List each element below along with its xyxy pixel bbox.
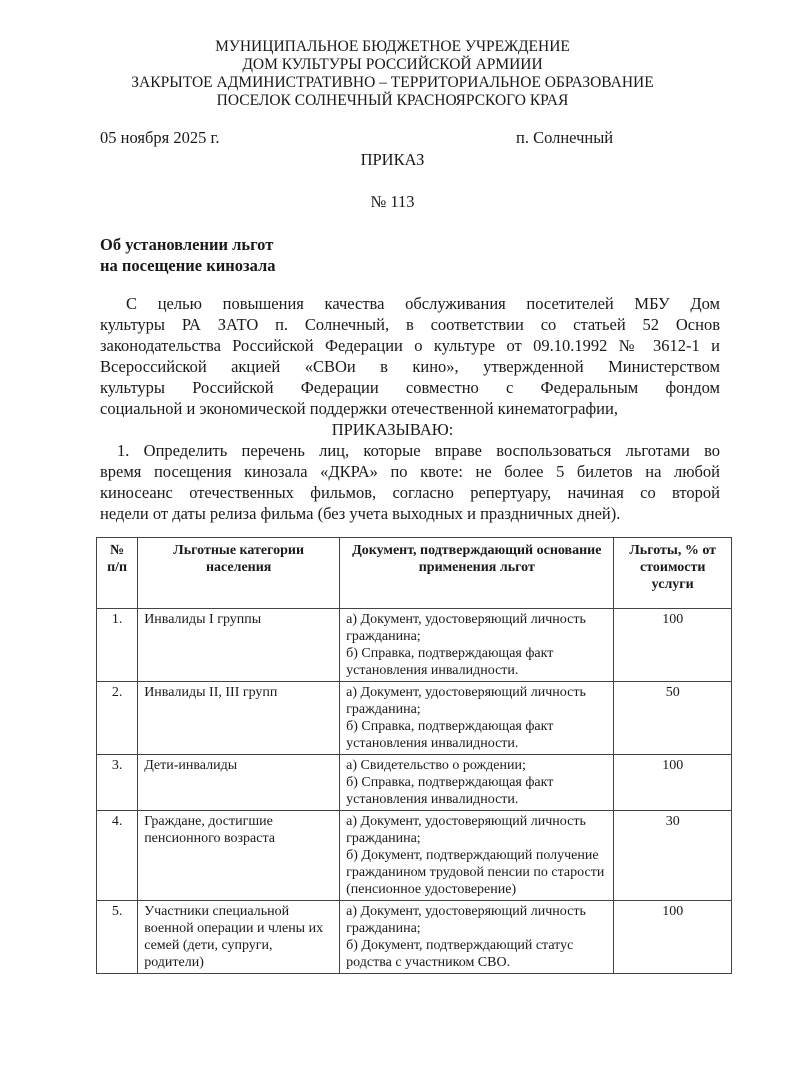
header-document: Документ, подтверждающий основание применения льгот <box>340 538 614 609</box>
row-category: Участники специальной военной операции и члены их семей (дети, супруги, родители) <box>138 901 340 974</box>
preamble-paragraph <box>100 293 720 419</box>
row-percent: 100 <box>614 901 732 974</box>
preamble-line: культуры Российской Федерации совместно с Федеральным фондом <box>100 378 720 397</box>
doc-line: б) Справка, подтверждающая факт установления инвалидности. <box>346 646 554 678</box>
table-row <box>97 682 732 755</box>
header-num: № п/п <box>97 538 138 609</box>
header-category: Льготные категории населения <box>138 538 340 609</box>
order-number: № 113 <box>370 192 415 211</box>
row-documents <box>340 811 614 901</box>
table-row <box>97 755 732 811</box>
row-percent: 30 <box>614 811 732 901</box>
item-line: киносеанс отечественных фильмов, согласно репертуару, начиная со второй <box>100 483 720 502</box>
row-documents <box>340 609 614 682</box>
table-row <box>97 609 732 682</box>
doc-line: а) Свидетельство о рождении; <box>346 758 526 773</box>
subject-line: на посещение кинозала <box>100 256 276 275</box>
decree-heading: ПРИКАЗЫВАЮ: <box>331 420 454 439</box>
document-place: п. Солнечный <box>516 128 614 147</box>
row-num: 1. <box>97 609 138 682</box>
header-line: МУНИЦИПАЛЬНОЕ БЮДЖЕТНОЕ УЧРЕЖДЕНИЕ <box>215 38 570 55</box>
row-documents <box>340 755 614 811</box>
row-percent: 100 <box>614 609 732 682</box>
preamble-line: Всероссийской акцией «СВОи в кино», утвержденной Министерством <box>100 357 720 376</box>
doc-line: б) Документ, подтверждающий статус родства с участником СВО. <box>346 938 574 970</box>
row-category: Инвалиды II, III групп <box>138 682 340 755</box>
doc-line: б) Документ, подтверждающий получение гражданином трудовой пенсии по старости (пенсионное удостоверение) <box>346 848 605 897</box>
row-percent: 100 <box>614 755 732 811</box>
header-percent: Льготы, % от стоимости услуги <box>614 538 732 609</box>
document-date: 05 ноября 2025 г. <box>100 128 220 147</box>
item-line: время посещения кинозала «ДКРА» по квоте: не более 5 билетов на любой <box>100 462 720 481</box>
order-subject <box>100 234 276 276</box>
benefits-table <box>96 537 732 974</box>
item-line: 1. Определить перечень лиц, которые вправе воспользоваться льготами во <box>117 441 720 460</box>
preamble-line: культуры РА ЗАТО п. Солнечный, в соответствии со статьей 52 Основ <box>100 315 720 334</box>
row-num: 5. <box>97 901 138 974</box>
preamble-line: С целью повышения качества обслуживания посетителей МБУ Дом <box>126 294 720 313</box>
preamble-line: социальной и экономической поддержки отечественной кинематографии, <box>100 399 618 418</box>
doc-line: а) Документ, удостоверяющий личность гражданина; <box>346 814 586 846</box>
doc-line: а) Документ, удостоверяющий личность гражданина; <box>346 904 586 936</box>
row-documents <box>340 682 614 755</box>
doc-line: а) Документ, удостоверяющий личность гражданина; <box>346 612 586 644</box>
table-row <box>97 901 732 974</box>
row-category: Граждане, достигшие пенсионного возраста <box>138 811 340 901</box>
table-header-row <box>97 538 732 609</box>
row-num: 4. <box>97 811 138 901</box>
row-num: 3. <box>97 755 138 811</box>
table-row <box>97 811 732 901</box>
header-line: ЗАКРЫТОЕ АДМИНИСТРАТИВНО – ТЕРРИТОРИАЛЬНОЕ ОБРАЗОВАНИЕ <box>131 74 654 91</box>
doc-line: б) Справка, подтверждающая факт установления инвалидности. <box>346 719 554 751</box>
item-line: недели от даты релиза фильма (без учета выходных и праздничных дней). <box>100 504 621 523</box>
row-percent: 50 <box>614 682 732 755</box>
subject-line: Об установлении льгот <box>100 235 274 254</box>
row-documents <box>340 901 614 974</box>
doc-line: б) Справка, подтверждающая факт установления инвалидности. <box>346 775 554 807</box>
doc-line: а) Документ, удостоверяющий личность гражданина; <box>346 685 586 717</box>
order-item-1 <box>100 440 720 524</box>
order-title: ПРИКАЗ <box>360 150 425 169</box>
row-category: Дети-инвалиды <box>138 755 340 811</box>
row-category: Инвалиды I группы <box>138 609 340 682</box>
preamble-line: законодательства Российской Федерации о культуре от 09.10.1992 № 3612-1 и <box>100 336 720 355</box>
header-line: ДОМ КУЛЬТУРЫ РОССИЙСКОЙ АРМИИИ <box>242 56 543 73</box>
row-num: 2. <box>97 682 138 755</box>
organization-header <box>0 38 785 110</box>
header-line: ПОСЕЛОК СОЛНЕЧНЫЙ КРАСНОЯРСКОГО КРАЯ <box>216 92 569 109</box>
